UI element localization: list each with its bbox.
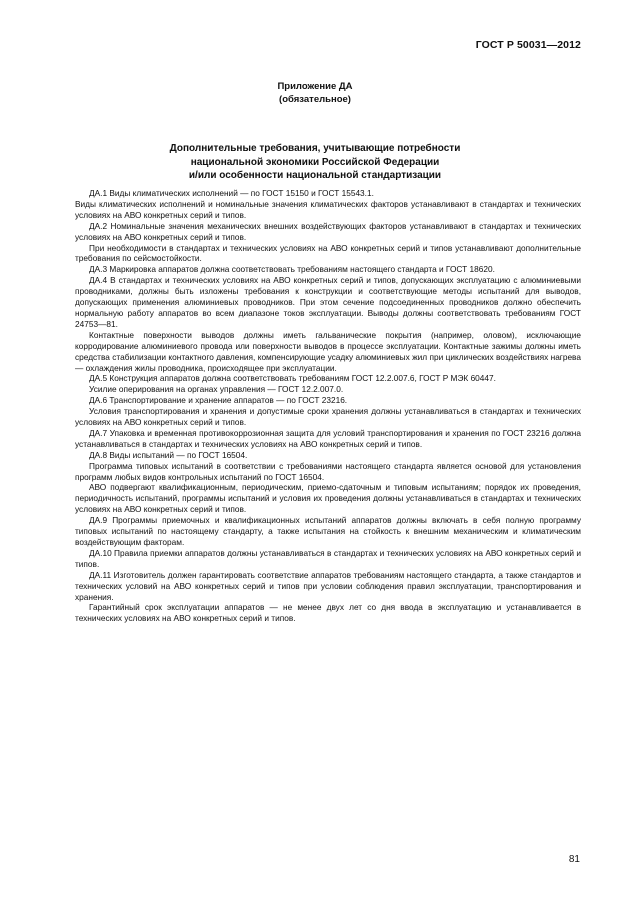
paragraph-da11: ДА.11 Изготовитель должен гарантировать соответствие аппаратов требованиям настоящего стандарта, а также стандартов и технических условий на АВО конкретных серий и типов при условии соблюдения правил эксплуатации, транспортирования и хранения. — [75, 569, 581, 602]
appendix-subtitle: (обязательное) — [279, 94, 351, 105]
paragraph-da7: ДА.7 Упаковка и временная противокоррозионная защита для условий транспортирования и хранения по ГОСТ 23216 должна устанавливаться в стандартах и технических условиях на АВО конкретных серий и типов. — [75, 427, 581, 449]
standard-designation: ГОСТ Р 50031—2012 — [475, 39, 581, 51]
page-number: 81 — [568, 854, 580, 865]
paragraph: Усилие оперирования на органах управления — ГОСТ 12.2.007.0. — [89, 384, 344, 395]
paragraph-da10: ДА.10 Правила приемки аппаратов должны устанавливаться в стандартах и технических условиях на АВО конкретных серий и типов. — [75, 547, 581, 569]
paragraph-da5: ДА.5 Конструкция аппаратов должна соответствовать требованиям ГОСТ 12.2.007.6, ГОСТ Р МЭК 60447. — [89, 373, 496, 384]
paragraph: Условия транспортирования и хранения и допустимые сроки хранения должны устанавливаться в стандартах и технических условиях на АВО конкретных серий и типов. — [75, 406, 581, 428]
paragraph: АВО подвергают квалификационным, периодическим, приемо-сдаточным и типовым испытаниям; порядок их проведения, периодичность испытаний, программы испытаний и условия их проведения должны устанавливаться в стандартах и технических условиях на АВО конкретных серий и типов. — [75, 482, 581, 515]
paragraph: Виды климатических исполнений и номинальные значения климатических факторов устанавливают в стандартах и технических условиях на АВО конкретных серий и типов. — [75, 198, 581, 220]
heading-line-2: национальной экономики Российской Федерации — [190, 156, 440, 168]
heading-line-3: и/или особенности национальной стандартизации — [188, 170, 442, 181]
paragraph: Программа типовых испытаний в соответствии с требованиями настоящего стандарта является основой для установления программ любых видов контрольных испытаний по ГОСТ 16504. — [75, 460, 581, 482]
paragraph: Гарантийный срок эксплуатации аппаратов — не менее двух лет со дня ввода в эксплуатацию и устанавливается в технических условиях на АВО конкретных серий и типов. — [75, 602, 581, 624]
paragraph-da4: ДА.4 В стандартах и технических условиях на АВО конкретных серий и типов, допускающих эксплуатацию с алюминиевыми проводниками, должны быть изложены требования к конструкции и соответствующие методы испытаний для выводов, допускающих применения алюминиевых проводников. При этом сечение подсоединенных проводников должно обеспечить нормальную работу аппаратов во всем диапазоне токов эксплуатации. Выводы должны соответствовать требованиям ГОСТ 24753—81. — [75, 275, 581, 329]
appendix-title: Приложение ДА — [277, 81, 353, 92]
paragraph-da6: ДА.6 Транспортирование и хранение аппаратов — по ГОСТ 23216. — [89, 395, 348, 406]
paragraph-da1: ДА.1 Виды климатических исполнений — по ГОСТ 15150 и ГОСТ 15543.1. — [89, 188, 374, 198]
heading-line-1: Дополнительные требования, учитывающие потребности — [169, 143, 461, 154]
appendix-heading — [0, 142, 630, 183]
paragraph-da8: ДА.8 Виды испытаний — по ГОСТ 16504. — [89, 449, 248, 460]
paragraph: При необходимости в стандартах и технических условиях на АВО конкретных серий и типов устанавливают дополнительные требования по сейсмостойкости. — [75, 242, 581, 264]
appendix-block — [0, 80, 630, 106]
paragraph: Контактные поверхности выводов должны иметь гальванические покрытия (например, оловом), исключающие корродирование алюминиевого провода или поверхности выводов в процессе эксплуатации. Контактные зажимы должны иметь средства стабилизации контактного давления, компенсирующие усадку алюминиевых жил при циклических воздействиях нагрева — охлаждения жилы проводника, происходящее при эксплуатации. — [75, 329, 581, 373]
body-text — [75, 188, 581, 624]
paragraph-da2: ДА.2 Номинальные значения механических внешних воздействующих факторов устанавливают в стандартах и технических условиях на АВО конкретных серий и типов. — [75, 220, 581, 242]
paragraph-da9: ДА.9 Программы приемочных и квалификационных испытаний аппаратов должны включать в себя полную программу типовых испытаний по настоящему стандарту, а также испытания на стойкость к внешним механическим и климатическим воздействующим факторам. — [75, 515, 581, 547]
paragraph-da3: ДА.3 Маркировка аппаратов должна соответствовать требованиям настоящего стандарта и ГОСТ 18620. — [89, 264, 495, 275]
